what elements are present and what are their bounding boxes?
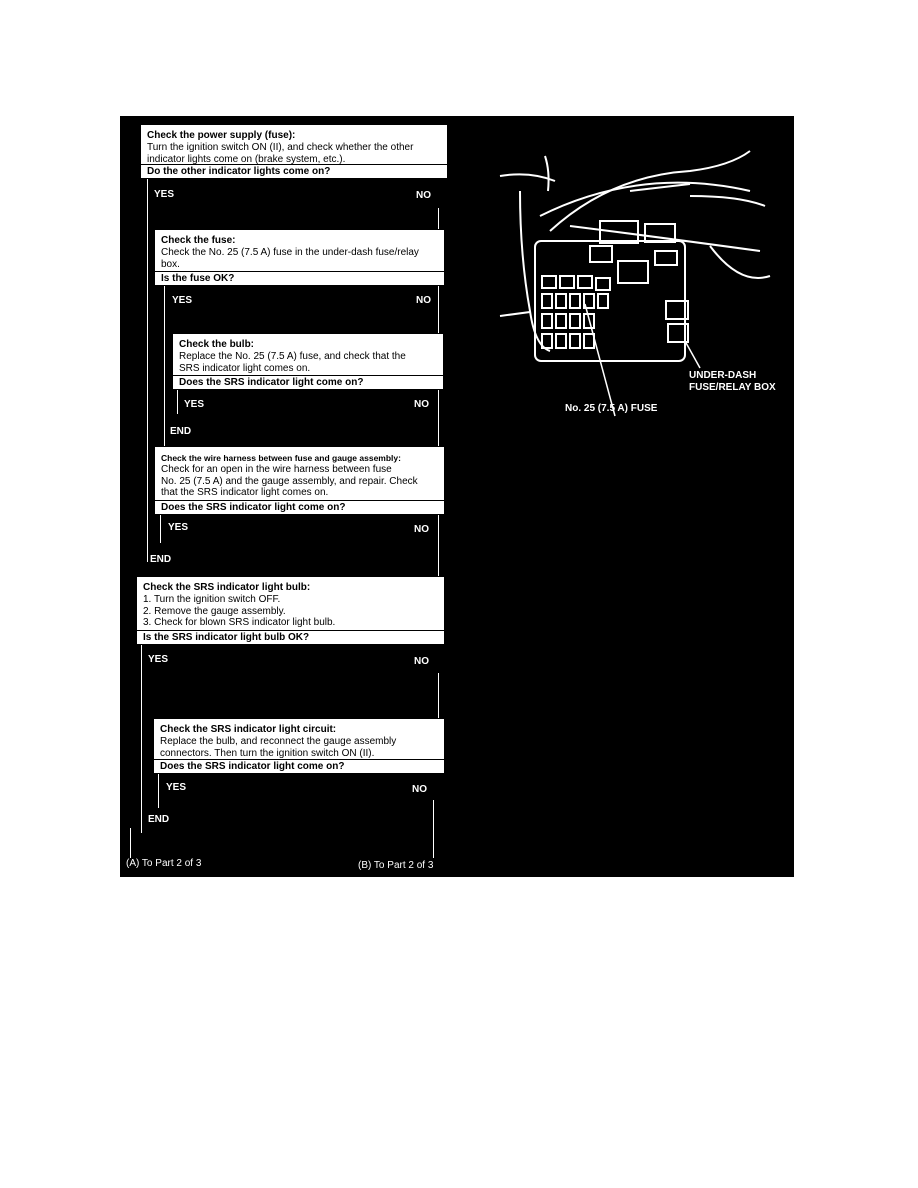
step-question: Is the SRS indicator light bulb OK? <box>137 630 444 644</box>
yes-label: YES <box>172 295 193 306</box>
fuse-25-label: No. 25 (7.5 A) FUSE <box>565 403 658 414</box>
step-text-line: Turn the ignition switch ON (II), and check whether the other <box>147 142 414 153</box>
yes-label: YES <box>154 189 175 200</box>
yes-label: YES <box>148 654 169 665</box>
step-box-wire-harness <box>154 446 445 515</box>
step-body <box>137 594 444 632</box>
flow-line <box>438 412 439 446</box>
fuse-relay-box-label <box>689 370 776 394</box>
yes-label: YES <box>184 399 205 410</box>
no-label: NO <box>412 784 427 795</box>
yes-label: YES <box>168 522 189 533</box>
step-title: Check the bulb: <box>179 339 255 350</box>
step-question: Do the other indicator lights come on? <box>141 164 447 178</box>
no-label: NO <box>414 656 429 667</box>
fuse-relay-box-label-line: UNDER-DASH <box>689 370 757 381</box>
step-question: Does the SRS indicator light come on? <box>173 375 443 389</box>
step-text-line: Check the No. 25 (7.5 A) fuse in the under-dash fuse/relay <box>161 247 419 258</box>
step-text-line: connectors. Then turn the ignition switch ON (II). <box>160 747 375 759</box>
step-text-line: indicator lights come on (brake system, etc.). <box>147 153 346 165</box>
step-title: Check the SRS indicator light circuit: <box>160 724 337 735</box>
step-title: Check the fuse: <box>161 235 236 246</box>
no-label: NO <box>414 399 429 410</box>
end-label: END <box>150 554 172 565</box>
step-question: Does the SRS indicator light come on? <box>155 500 444 514</box>
flow-line <box>438 314 439 332</box>
step-text-line: SRS indicator light comes on. <box>179 362 311 374</box>
flow-line <box>164 286 165 446</box>
flow-line <box>438 673 439 718</box>
step-title: Check the power supply (fuse): <box>147 130 296 141</box>
step-box-indicator-bulb <box>136 576 445 645</box>
footer-to-part-b: (B) To Part 2 of 3 <box>358 860 434 871</box>
flow-line <box>130 828 131 858</box>
step-title: Check the SRS indicator light bulb: <box>143 582 311 593</box>
end-label: END <box>148 814 170 825</box>
end-label: END <box>170 426 192 437</box>
step-box-indicator-circuit <box>153 718 445 774</box>
step-question: Is the fuse OK? <box>155 271 444 285</box>
diagram-panel <box>120 116 794 877</box>
step-body <box>173 351 443 377</box>
no-label: NO <box>414 524 429 535</box>
step-box-bulb <box>172 333 444 390</box>
step-text-line: 3. Check for blown SRS indicator light bulb. <box>143 617 336 628</box>
step-text-line: that the SRS indicator light comes on. <box>161 487 329 498</box>
step-text-line: 1. Turn the ignition switch OFF. <box>143 594 281 605</box>
flow-line <box>177 390 178 414</box>
step-text-line: box. <box>161 258 180 270</box>
step-body <box>155 247 444 273</box>
step-box-fuse <box>154 229 445 286</box>
flow-line <box>438 536 439 576</box>
step-title: Check the wire harness between fuse and gauge assembly: <box>161 453 401 463</box>
footer-to-part-a: (A) To Part 2 of 3 <box>126 858 202 869</box>
step-body <box>155 464 444 502</box>
no-label: NO <box>416 190 431 201</box>
step-text-line: Replace the No. 25 (7.5 A) fuse, and check that the <box>179 351 406 362</box>
step-text-line: 2. Remove the gauge assembly. <box>143 605 286 617</box>
flow-line <box>147 179 148 562</box>
fuse-relay-box-label-line: FUSE/RELAY BOX <box>689 382 776 393</box>
flow-line <box>433 800 434 858</box>
yes-label: YES <box>166 782 187 793</box>
flow-line <box>160 515 161 543</box>
flow-line <box>158 774 159 808</box>
step-text-line: Check for an open in the wire harness between fuse <box>161 464 392 475</box>
no-label: NO <box>416 295 431 306</box>
step-box-power-supply <box>140 124 448 179</box>
flow-line <box>141 645 142 833</box>
step-text-line: Replace the bulb, and reconnect the gauge assembly <box>160 736 397 747</box>
step-text-line: No. 25 (7.5 A) and the gauge assembly, and repair. Check <box>161 475 418 487</box>
step-question: Does the SRS indicator light come on? <box>154 759 444 773</box>
